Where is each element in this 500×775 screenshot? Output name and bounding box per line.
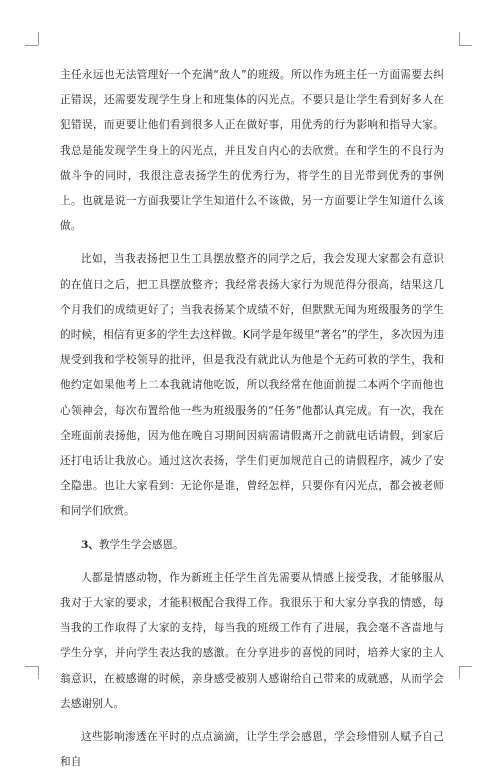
- paragraph-final: 这些影响渗透在平时的点点滴滴，让学生学会感恩，学会珍惜别人赋予自己和自: [60, 731, 444, 769]
- section-heading: [60, 533, 444, 558]
- paragraph-praise-examples: 比如，当我表扬把卫生工具摆放整齐的同学之后，我会发现大家都会有意识的在值日之后，把工具摆放整齐；我经常表扬大家行为规范得分很高，结果这几个月我们的成绩更好了；当我表扬某个成绩不好，但默默无闻为班级服务的学生的时候，相信有更多的学生去这样做。K同学是年级里“著名”的学生，多次因为违规受到我和学校领导的批评，但是我没有就此认为他是个无药可救的学生，我和他约定如果他考上二本我就请他吃饭，所以我经常在他面前提二本两个字而他也心领神会，每次布置给他一些为班级服务的“任务”他都认真完成。有一次，我在全班面前表扬他，因为他在晚自习期间因病需请假离开之前就电话请假，到家后还打电话让我放心。通过这次表扬，学生们更加规范自己的请假程序，减少了安全隐患。也让大家看到：无论你是谁，曾经怎样，只要你有闪光点，都会被老师和同学们欣赏。: [60, 253, 444, 518]
- section-title: 教学生学会感恩。: [98, 538, 184, 551]
- document-body: [60, 63, 444, 775]
- section-number: 3、: [81, 538, 99, 551]
- paragraph-continuation: 主任永远也无法管理好一个充满“敌人”的班级。所以作为班主任一方面需要去纠正错误，还需要发现学生身上和班集体的闪光点。不要只是让学生看到好多人在犯错误，而更要让他们看到很多人正在做好事，用优秀的行为影响和指导大家。我总是能发现学生身上的闪光点，并且发自内心的去欣赏。在和学生的不良行为做斗争的同时，我很注意表扬学生的优秀行为，将学生的目光带到优秀的事例上。也就是说一方面我要让学生知道什么不该做，另一方面要让学生知道什么该做。: [60, 69, 444, 233]
- paragraph-gratitude: 人都是情感动物，作为新班主任学生首先需要从情感上接受我，才能够服从我对于大家的要求，才能积极配合我得工作。我很乐于和大家分享我的情感，每当我的工作取得了大家的支持，每当我的班级工作有了进展，我会毫不吝啬地与学生分享，并向学生表达我的感激。在分享进步的喜悦的同时，培养大家的主人翁意识，在被感谢的时候，亲身感受被别人感谢给自己带来的成就感，从而学会去感谢别人。: [60, 571, 444, 710]
